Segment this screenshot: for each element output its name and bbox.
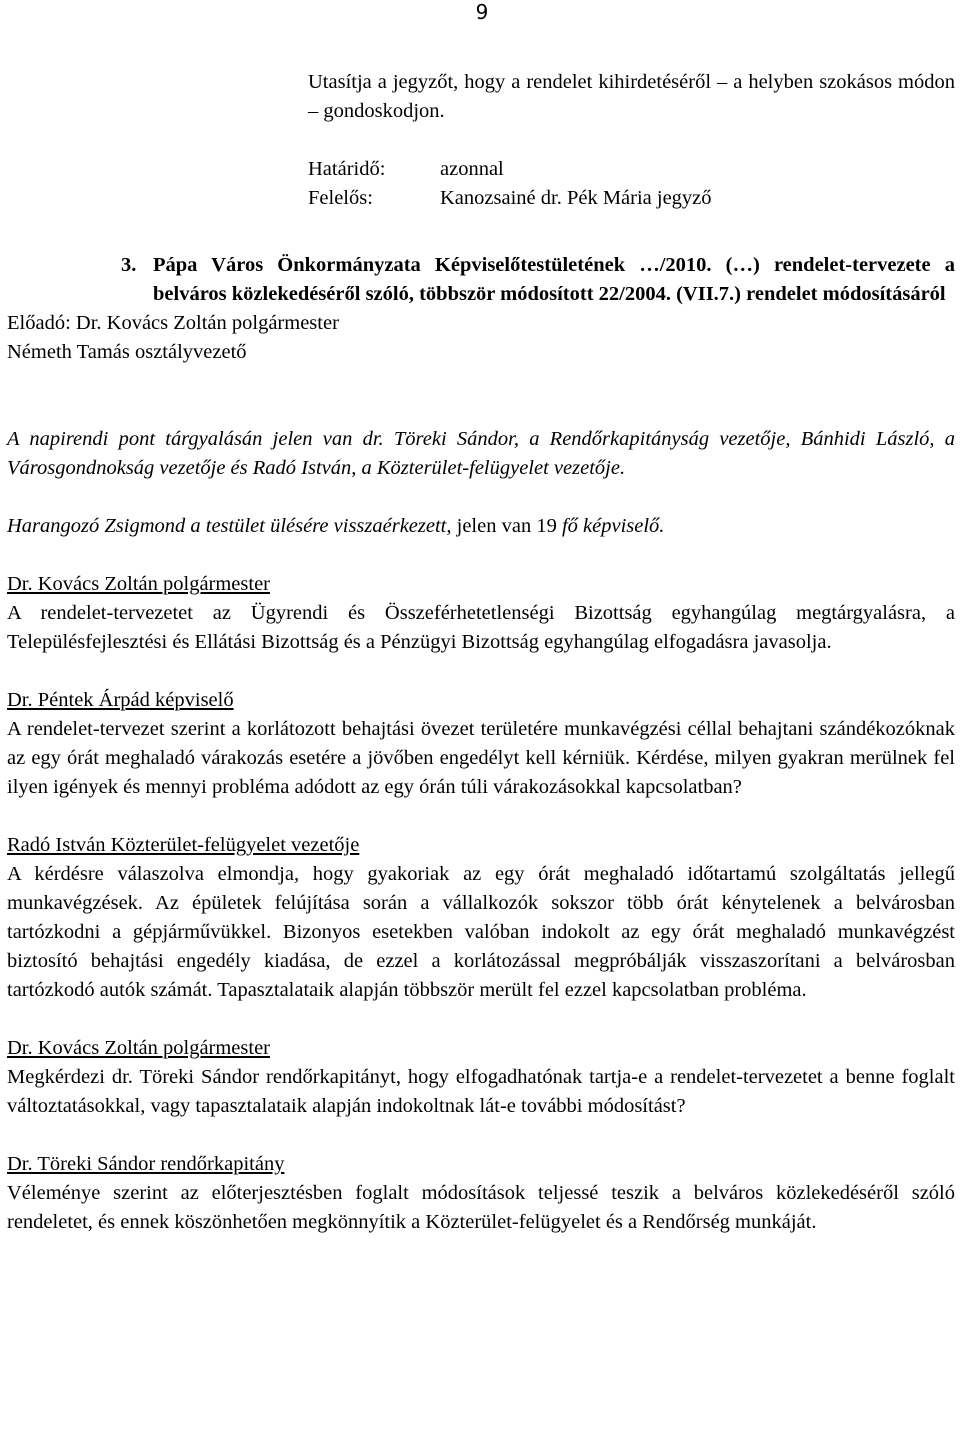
- speaker-name: Dr. Péntek Árpád képviselő: [7, 689, 234, 711]
- speaker-name: Dr. Kovács Zoltán polgármester: [7, 573, 271, 595]
- speech-text: A rendelet-tervezetet az Ügyrendi és Összeférhetetlenségi Bizottság egyhangúlag megtárgyalásra, a Településfejlesztési és Ellátási Bizottság és a Pénzügyi Bizottság egyhangúlag elfogadásra javasolja.: [7, 602, 955, 653]
- page-number: 9: [475, 0, 489, 24]
- speech-text: Véleménye szerint az előterjesztésben foglalt módosítások teljessé teszik a belváros közlekedéséről szóló rendeletet, és ennek köszönhetően megkönnyítik a Közterület-felügyelet és a Rendőrség munkáját.: [7, 1182, 955, 1233]
- speech-block: [7, 570, 955, 657]
- speaker-name: Dr. Kovács Zoltán polgármester: [7, 1037, 271, 1059]
- speaker-name: Dr. Töreki Sándor rendőrkapitány: [7, 1153, 285, 1175]
- speech-text: A kérdésre válaszolva elmondja, hogy gyakoriak az egy órát meghaladó időtartamú szolgáltatás jellegű munkavégzések. Az épületek felújítása során a vállalkozók sokszor több órát kénytelenek a belvárosban tartózkodni a gépjárművükkel. Bizonyos esetekben valóban indokolt az egy órát meghaladó munkavégzést biztosító behajtási engedély kiadása, de ezzel a korlátozással megpróbálják visszaszorítani a belvárosban tartózkodó autók számát. Tapasztalataik alapján többször merült fel ezzel kapcsolatban probléma.: [7, 863, 955, 1001]
- return-note-italic: Harangozó Zsigmond a testület ülésére visszaérkezett,: [7, 515, 452, 537]
- speech-text: Megkérdezi dr. Töreki Sándor rendőrkapitányt, hogy elfogadhatónak tartja-e a rendelet-tervezetet a benne foglalt változtatásokkal, vagy tapasztalataik alapján indokoltnak lát-e további módosítást?: [7, 1066, 955, 1117]
- return-note-plain: jelen van 19: [451, 515, 562, 537]
- instruction-text: Utasítja a jegyzőt, hogy a rendelet kihirdetéséről – a helyben szokásos módon – gondoskodjon.: [308, 71, 955, 122]
- presenter-line-2: Németh Tamás osztályvezető: [7, 341, 247, 363]
- speaker-name: Radó István Közterület-felügyelet vezetője: [7, 834, 360, 856]
- agenda-item-number: 3.: [121, 254, 137, 276]
- deadline-row: [308, 155, 955, 184]
- agenda-item: [121, 251, 955, 309]
- return-note: [7, 512, 955, 541]
- agenda-item-title: Pápa Város Önkormányzata Képviselőtestületének …/2010. (…) rendelet-tervezete a belváros közlekedéséről szóló, többször módosított 22/2004. (VII.7.) rendelet módosításáról: [153, 254, 955, 305]
- speech-block: [7, 1150, 955, 1237]
- deadline-block: [308, 155, 955, 213]
- speech-block: [7, 831, 955, 1005]
- return-note-end: fő képviselő.: [561, 515, 665, 537]
- deadline-value: azonnal: [440, 158, 504, 180]
- document-body: [7, 68, 955, 1237]
- speech-text: A rendelet-tervezet szerint a korlátozott behajtási övezet területére munkavégzési céllal behajtani szándékozóknak az egy órát meghaladó várakozás esetére a jövőben engedélyt kell kérniük. Kérdése, milyen gyakran merülnek fel ilyen igények és mennyi probléma adódott az egy órán túli várakozásokkal kapcsolatban?: [7, 718, 955, 798]
- deadline-label: Határidő:: [308, 158, 386, 180]
- speech-block: [7, 1034, 955, 1121]
- presenter-line: Előadó: Dr. Kovács Zoltán polgármester: [7, 312, 339, 334]
- responsible-row: [308, 184, 955, 213]
- responsible-label: Felelős:: [308, 187, 373, 209]
- speech-block: [7, 686, 955, 802]
- attendance-note: A napirendi pont tárgyalásán jelen van dr. Töreki Sándor, a Rendőrkapitányság vezetője, Bánhidi László, a Városgondnokság vezetője és Radó István, a Közterület-felügyelet vezetője.: [7, 428, 955, 479]
- responsible-value: Kanozsainé dr. Pék Mária jegyző: [440, 187, 712, 209]
